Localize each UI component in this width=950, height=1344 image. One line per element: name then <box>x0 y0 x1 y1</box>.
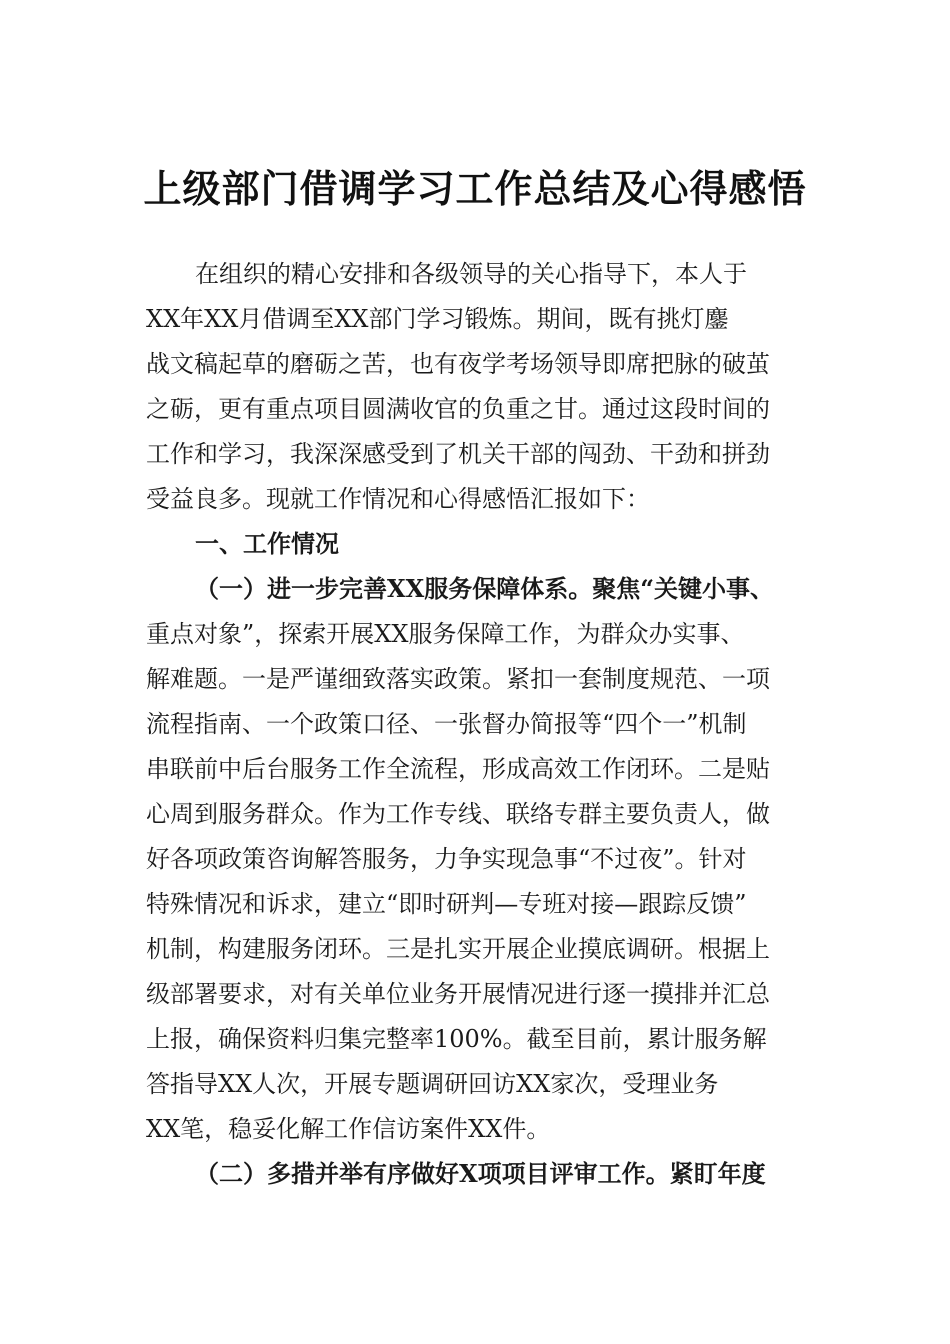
paragraph-line: 答指导XX人次，开展专题调研回访XX家次，受理业务 <box>146 1070 719 1098</box>
paragraph-line: 受益良多。现就工作情况和心得感悟汇报如下： <box>146 485 650 513</box>
paragraph-line: 好各项政策咨询解答服务，力争实现急事“不过夜”。针对 <box>146 845 747 873</box>
paragraph-line: 机制，构建服务闭环。三是扎实开展企业摸底调研。根据上 <box>146 935 770 963</box>
paragraph-line: 战文稿起草的磨砺之苦，也有夜学考场领导即席把脉的破茧 <box>146 350 770 378</box>
paragraph-line: 在组织的精心安排和各级领导的关心指导下，本人于 <box>195 260 747 288</box>
paragraph-line: XX年XX月借调至XX部门学习锻炼。期间，既有挑灯鏖 <box>146 305 729 333</box>
paragraph-line: 流程指南、一个政策口径、一张督办简报等“四个一”机制 <box>146 710 747 738</box>
paragraph-line: 级部署要求，对有关单位业务开展情况进行逐一摸排并汇总 <box>146 980 770 1008</box>
paragraph-line: 心周到服务群众。作为工作专线、联络专群主要负责人，做 <box>146 800 770 828</box>
paragraph-line: XX笔，稳妥化解工作信访案件XX件。 <box>146 1115 551 1143</box>
paragraph-line: （二）多措并举有序做好X项项目评审工作。紧盯年度 <box>195 1159 766 1188</box>
paragraph-line: 之砺，更有重点项目圆满收官的负重之甘。通过这段时间的 <box>146 395 770 423</box>
paragraph-line: 特殊情况和诉求，建立“即时研判—专班对接—跟踪反馈” <box>146 890 747 918</box>
section-heading: 一、工作情况 <box>195 530 339 558</box>
paragraph-line: 工作和学习，我深深感受到了机关干部的闯劲、干劲和拼劲 <box>146 440 770 468</box>
paragraph-line: 解难题。一是严谨细致落实政策。紧扣一套制度规范、一项 <box>146 665 770 693</box>
paragraph-line: 串联前中后台服务工作全流程，形成高效工作闭环。二是贴 <box>146 755 770 783</box>
paragraph-line: 上报，确保资料归集完整率100%。截至目前，累计服务解 <box>146 1025 767 1053</box>
document-title: 上级部门借调学习工作总结及心得感悟 <box>143 166 807 211</box>
paragraph-line: 重点对象”，探索开展XX服务保障工作，为群众办实事、 <box>146 620 745 648</box>
paragraph-line: （一）进一步完善XX服务保障体系。聚焦“关键小事、 <box>195 574 775 603</box>
